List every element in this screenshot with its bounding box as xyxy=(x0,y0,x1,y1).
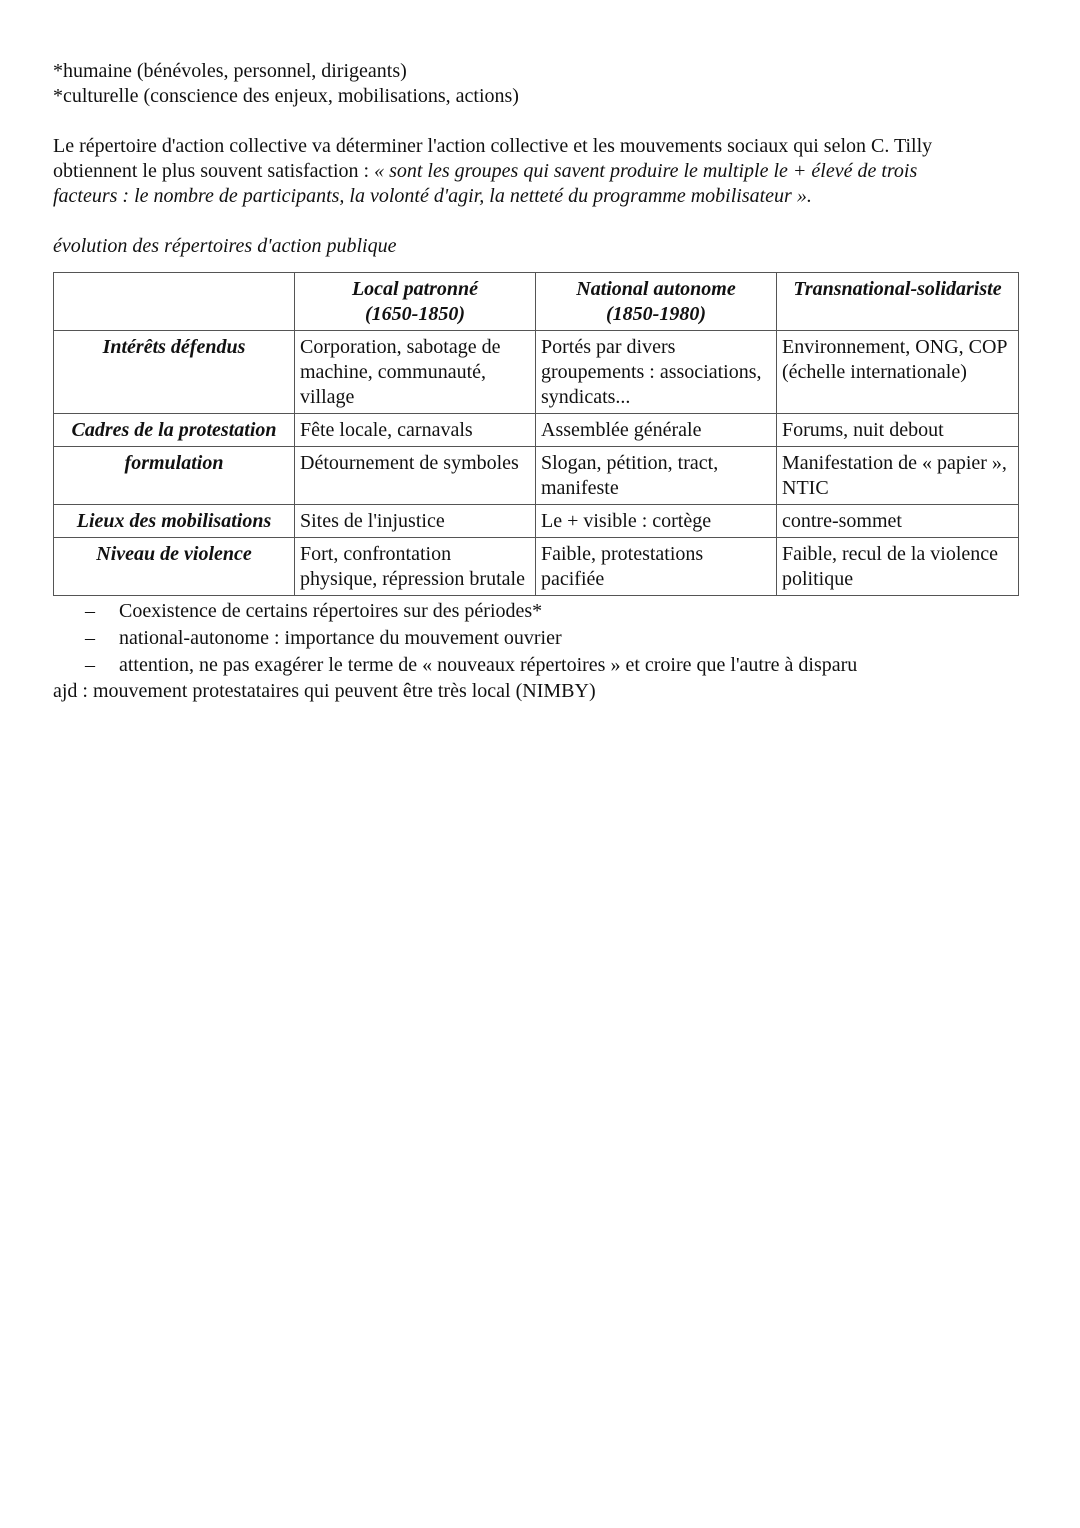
closing-line: ajd : mouvement protestataires qui peuvent être très local (NIMBY) xyxy=(53,680,596,702)
dash-bullet-icon: – xyxy=(85,654,95,676)
table-cell: Fort, confrontation physique, répression brutale xyxy=(295,538,536,596)
tilly-quote-start: « sont les groupes qui savent produire le multiple le + élevé de trois xyxy=(374,160,918,182)
table-cell: Portés par divers groupements : associations, syndicats... xyxy=(536,331,777,414)
tilly-quote-end: facteurs : le nombre de participants, la volonté d'agir, la netteté du programme mobilisateur ». xyxy=(53,185,812,207)
row-label-violence: Niveau de violence xyxy=(54,538,295,596)
paragraph-line-1: Le répertoire d'action collective va déterminer l'action collective et les mouvements sociaux qui selon C. Tilly xyxy=(53,135,933,157)
table-cell: Faible, recul de la violence politique xyxy=(777,538,1019,596)
table-row xyxy=(54,447,1019,505)
list-item xyxy=(53,652,1023,679)
intro-line-culturelle: *culturelle (conscience des enjeux, mobilisations, actions) xyxy=(53,85,519,107)
intro-line-humaine: *humaine (bénévoles, personnel, dirigeants) xyxy=(53,60,407,82)
table-cell: Slogan, pétition, tract, manifeste xyxy=(536,447,777,505)
dash-bullet-icon: – xyxy=(85,600,95,622)
table-cell: Faible, protestations pacifiée xyxy=(536,538,777,596)
list-item xyxy=(53,598,1023,625)
header-transnational-solidariste: Transnational-solidariste xyxy=(777,273,1019,331)
paragraph-line-2 xyxy=(53,159,1023,184)
table-cell: contre-sommet xyxy=(777,505,1019,538)
list-item xyxy=(53,625,1023,652)
notes-list xyxy=(53,598,1023,679)
document-page xyxy=(53,59,1023,704)
table-cell: Forums, nuit debout xyxy=(777,414,1019,447)
table-row xyxy=(54,538,1019,596)
table-title: évolution des répertoires d'action publique xyxy=(53,235,397,257)
table-row xyxy=(54,331,1019,414)
table-cell: Sites de l'injustice xyxy=(295,505,536,538)
table-cell: Environnement, ONG, COP (échelle internationale) xyxy=(777,331,1019,414)
row-label-cadres: Cadres de la protestation xyxy=(54,414,295,447)
header-national-autonome: National autonome (1850-1980) xyxy=(536,273,777,331)
table-cell: Assemblée générale xyxy=(536,414,777,447)
row-label-formulation: formulation xyxy=(54,447,295,505)
table-cell: Corporation, sabotage de machine, communauté, village xyxy=(295,331,536,414)
table-cell: Manifestation de « papier », NTIC xyxy=(777,447,1019,505)
dash-bullet-icon: – xyxy=(85,627,95,649)
table-row xyxy=(54,414,1019,447)
list-item-text: national-autonome : importance du mouvement ouvrier xyxy=(119,627,562,649)
repertoires-table xyxy=(53,272,1019,596)
row-label-interets: Intérêts défendus xyxy=(54,331,295,414)
header-corner xyxy=(54,273,295,331)
table-row xyxy=(54,505,1019,538)
table-header-row xyxy=(54,273,1019,331)
list-item-text: Coexistence de certains répertoires sur des périodes* xyxy=(119,600,543,622)
row-label-lieux: Lieux des mobilisations xyxy=(54,505,295,538)
table-cell: Détournement de symboles xyxy=(295,447,536,505)
list-item-text: attention, ne pas exagérer le terme de « nouveaux répertoires » et croire que l'autre à disparu xyxy=(119,654,858,676)
tilly-paragraph xyxy=(53,134,1023,209)
table-cell: Fête locale, carnavals xyxy=(295,414,536,447)
table-cell: Le + visible : cortège xyxy=(536,505,777,538)
paragraph-line-2-plain: obtiennent le plus souvent satisfaction : xyxy=(53,160,375,182)
header-local-patronne: Local patronné (1650-1850) xyxy=(295,273,536,331)
